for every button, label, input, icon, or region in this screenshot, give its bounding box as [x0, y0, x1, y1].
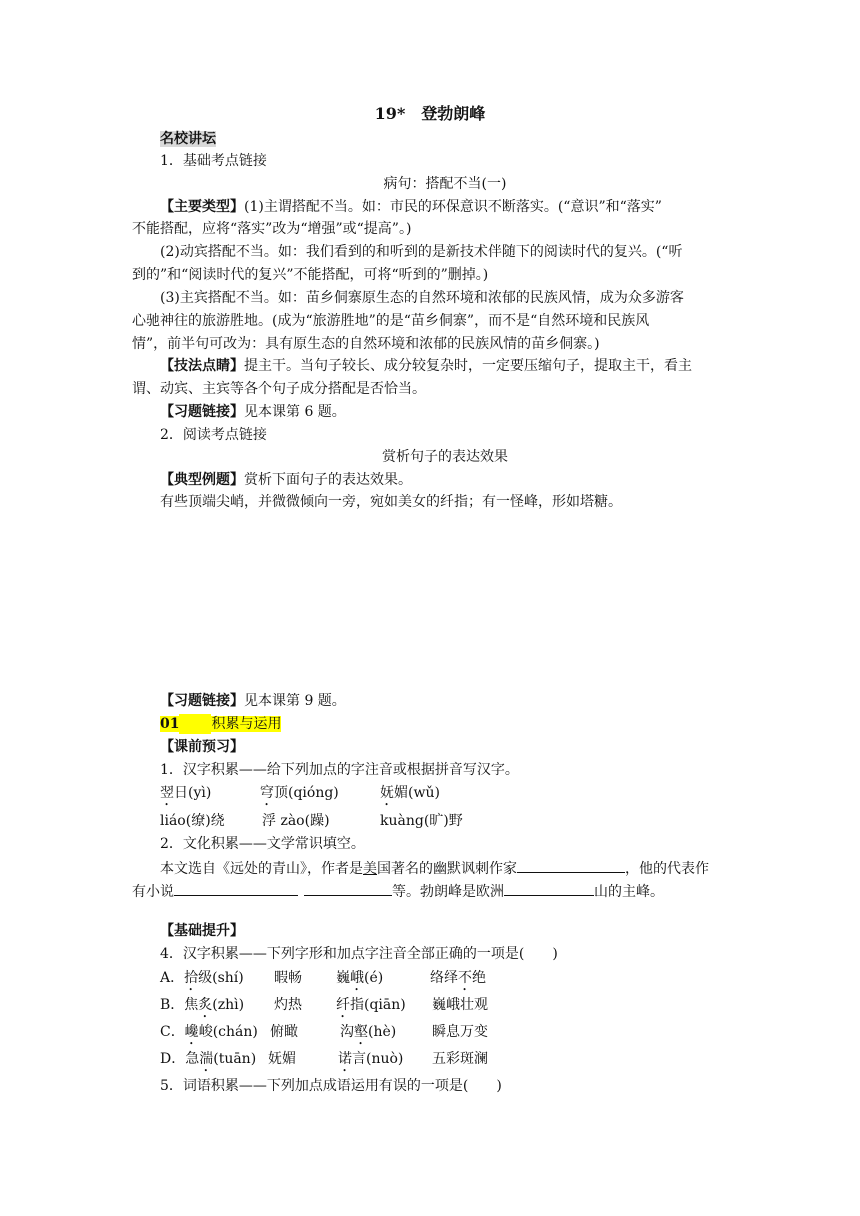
typical-sentence: 有些顶端尖峭，并微微倾向一旁，宛如美女的纤指；有一怪峰，形如塔糖。 — [160, 494, 622, 510]
page-title: 19* 登勃朗峰 — [374, 104, 486, 123]
unit-01-name: 积累与运用 — [211, 716, 282, 732]
q4-option-d-word2: 妩媚 — [268, 1051, 296, 1067]
section-mingxiao-label: 名校讲坛 — [160, 131, 216, 147]
q1-item-4: liáo(缭)绕 — [160, 813, 225, 829]
q4-option-c-word2: 俯瞰 — [270, 1024, 298, 1040]
q4-option-c-word3: 沟壑(hè) — [340, 1024, 397, 1040]
tips-line1 — [160, 356, 692, 376]
main-types-label: 【主要类型】 — [160, 199, 244, 215]
q4-option-b-word2: 灼热 — [274, 997, 302, 1013]
tips-text: 提主干。当句子较长、成分较复杂时，一定要压缩句子，提取主干，看主 — [244, 358, 692, 374]
q1-item-5: 浮 zào(躁) — [262, 813, 330, 829]
main-types-p3-line2: 心驰神往的旅游胜地。(成为“旅游胜地”的是“苗乡侗寨”，而不是“自然环境和民族风 — [132, 313, 650, 329]
main-types-p3-line1: (3)主宾搭配不当。如：苗乡侗寨原生态的自然环境和浓郁的民族风情，成为众多游客 — [160, 290, 684, 306]
q2-text: 2．文化积累——文学常识填空。 — [160, 836, 365, 852]
q2-blank-novel-2[interactable] — [304, 880, 392, 896]
main-types-p1-line2: 不能搭配，应将“落实”改为“增强”或“提高”。) — [132, 221, 412, 237]
tips-line2: 谓、动宾、主宾等各个句子成分搭配是否恰当。 — [132, 381, 426, 397]
q1-item-2: 穹顶(qióng) — [260, 785, 339, 801]
q4-option-c[interactable]: C．巉峻(chán) — [160, 1024, 258, 1040]
q1-item-3: 妩媚(wǔ) — [380, 785, 440, 801]
q2-blank-author[interactable] — [517, 857, 625, 873]
typical-text: 赏析下面句子的表达效果。 — [244, 472, 412, 488]
s2-heading: 2．阅读考点链接 — [160, 427, 267, 443]
s2-subtitle: 赏析句子的表达效果 — [382, 449, 508, 465]
q2-line2: 有小说 等。勃朗峰是欧洲 山的主峰。 — [132, 880, 664, 902]
q1-item-1: 翌日(yì) — [160, 785, 212, 801]
q4-option-a[interactable]: A．拾级(shí) — [160, 970, 244, 986]
q4-option-b[interactable]: B．焦炙(zhì) — [160, 997, 245, 1013]
s1-subtitle: 病句：搭配不当(一) — [383, 176, 507, 192]
q5-text: 5．词语积累——下列加点成语运用有误的一项是( ) — [160, 1078, 502, 1094]
q1-text: 1．汉字积累——给下列加点的字注音或根据拼音写汉字。 — [160, 762, 519, 778]
q4-option-b-word4: 巍峨壮观 — [432, 997, 488, 1013]
q2-country: 美 — [363, 861, 377, 877]
unit-01-heading — [160, 714, 281, 734]
q4-option-d[interactable]: D．急湍(tuān) — [160, 1051, 257, 1067]
q2-blank-mountain[interactable] — [504, 880, 594, 896]
q4-option-c-word4: 瞬息万变 — [432, 1024, 488, 1040]
main-types-p1 — [160, 197, 662, 217]
main-types-p2-line1: (2)动宾搭配不当。如：我们看到的和听到的是新技术伴随下的阅读时代的复兴。(“听 — [160, 244, 683, 260]
q4-option-d-word3: 诺言(nuò) — [338, 1051, 404, 1067]
exercise-link-2 — [160, 691, 346, 711]
q4-option-a-word4: 络绎不绝 — [430, 970, 486, 986]
q1-item-6: kuàng(旷)野 — [380, 813, 463, 829]
exercise-link-1 — [160, 402, 346, 422]
q2-blank-novel-1[interactable] — [174, 880, 298, 896]
s1-heading: 1．基础考点链接 — [160, 153, 267, 169]
preview-label: 【课前预习】 — [160, 739, 244, 755]
q4-option-a-word2: 暇畅 — [274, 970, 302, 986]
typical-label: 【典型例题】 — [160, 472, 244, 488]
tips-label: 【技法点睛】 — [160, 358, 244, 374]
exercise-link-2-text: 见本课第 9 题。 — [244, 693, 346, 709]
q4-text: 4．汉字积累——下列字形和加点字注音全部正确的一项是( ) — [160, 946, 558, 962]
exercise-link-1-text: 见本课第 6 题。 — [244, 404, 346, 420]
typical-example — [160, 470, 412, 490]
q4-option-b-word3: 纤指(qiān) — [336, 997, 406, 1013]
main-types-p2-line2: 到的”和“阅读时代的复兴”不能搭配，可将“听到的”删掉。) — [132, 267, 489, 283]
section-mingxiao-heading — [160, 129, 216, 149]
basic-label: 【基础提升】 — [160, 923, 244, 939]
q4-option-d-word4: 五彩斑澜 — [432, 1051, 488, 1067]
exercise-link-1-label: 【习题链接】 — [160, 404, 244, 420]
unit-01-number: 01 — [160, 716, 180, 732]
main-types-p3-line3: 情”，前半句可改为：具有原生态的自然环境和浓郁的民族风情的苗乡侗寨。) — [132, 336, 600, 352]
q4-option-a-word3: 巍峨(é) — [336, 970, 384, 986]
q2-line1: 本文选自《远处的青山》，作者是美国著名的幽默讽刺作家 ，他的代表作 — [160, 857, 709, 879]
main-types-p1-line1: (1)主谓搭配不当。如：市民的环保意识不断落实。(“意识”和“落实” — [244, 199, 662, 215]
exercise-link-2-label: 【习题链接】 — [160, 693, 244, 709]
